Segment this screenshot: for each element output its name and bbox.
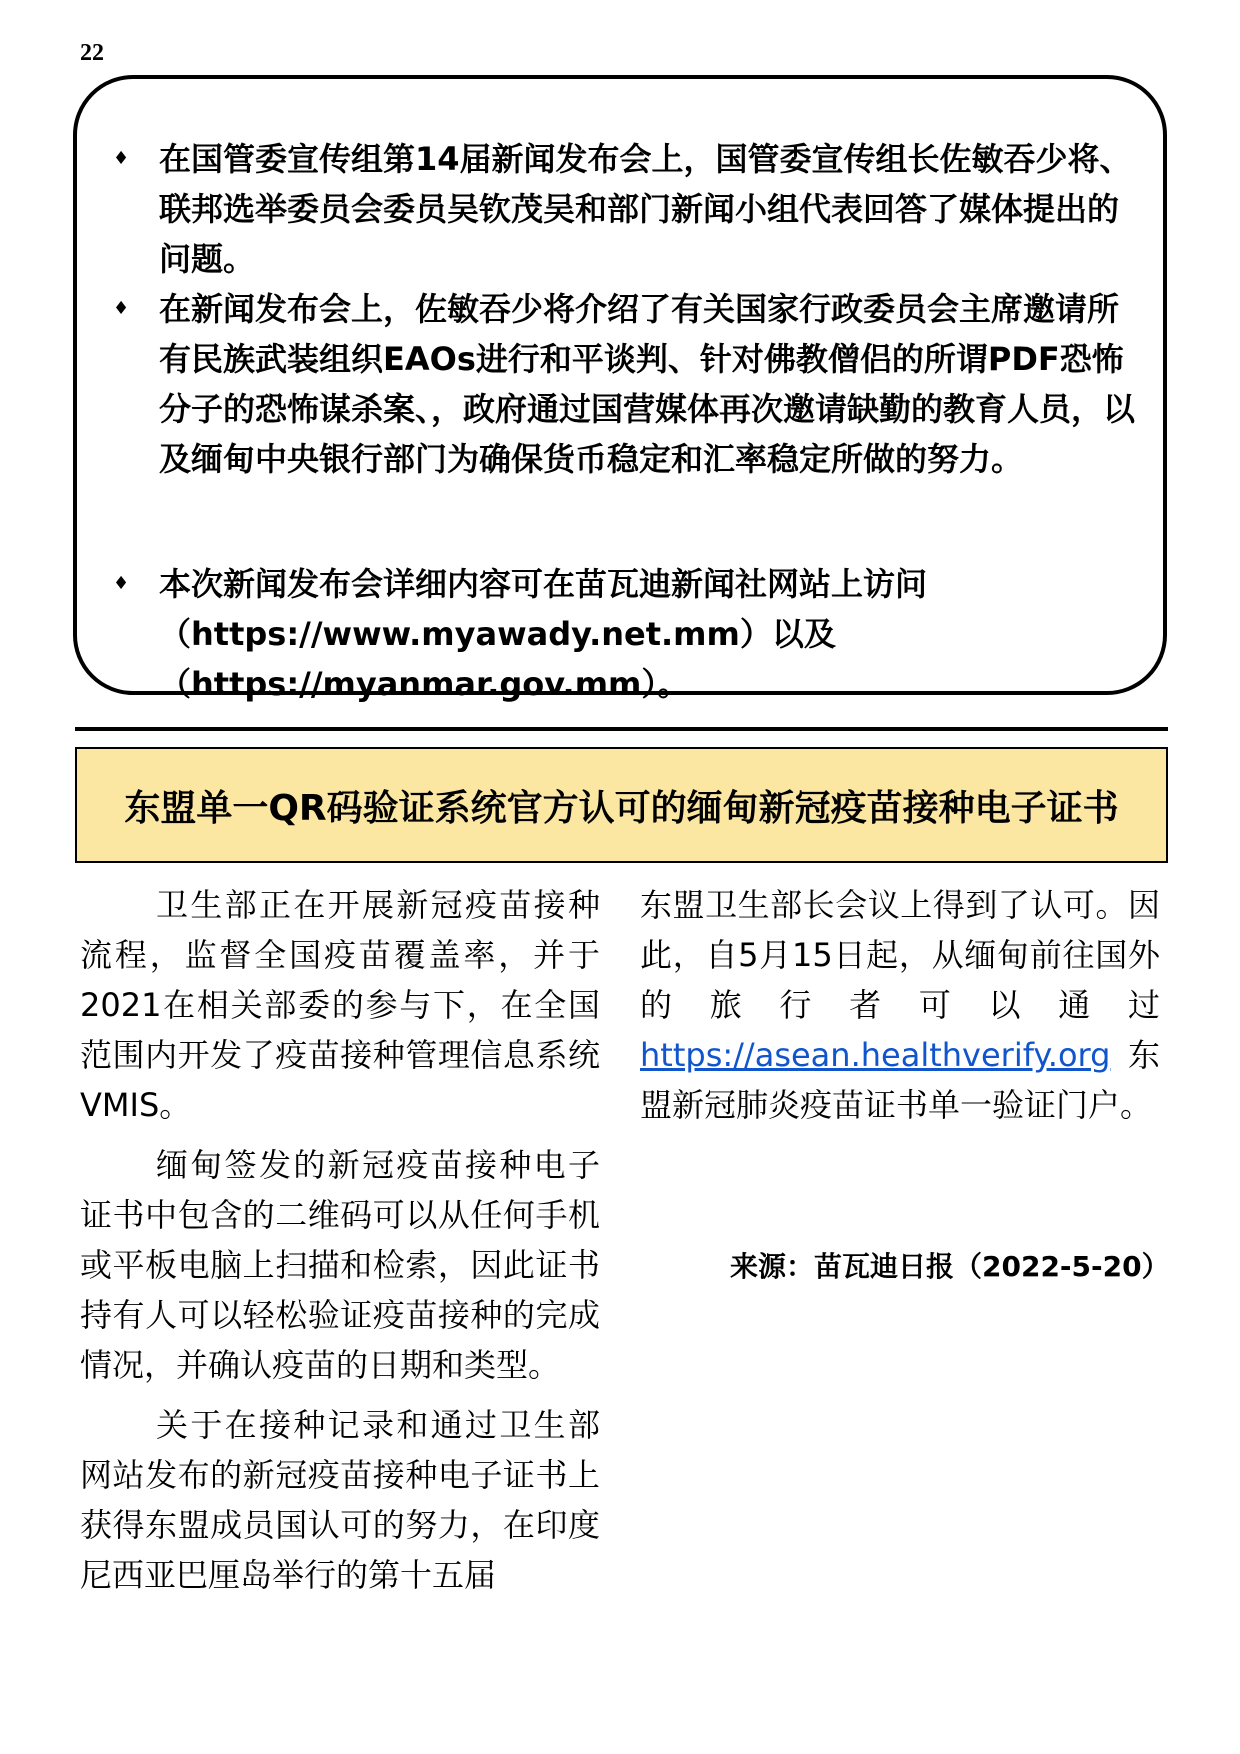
page-number: 22 — [80, 40, 104, 66]
article-headline: 东盟单一QR码验证系统官方认可的缅甸新冠疫苗接种电子证书 — [124, 787, 1119, 829]
article-right-column — [640, 880, 1160, 1140]
summary-bullet: ♦ 本次新闻发布会详细内容可在苗瓦迪新闻社网站上访问（https://www.myawady.net.mm）以及（https://myanmar.gov.mm）。 — [109, 559, 1144, 709]
article-source: 来源：苗瓦迪日报（2022-5-20） — [730, 1250, 1170, 1283]
article-paragraph: 卫生部正在开展新冠疫苗接种流程，监督全国疫苗覆盖率，并于2021在相关部委的参与下，在全国范围内开发了疫苗接种管理信息系统VMIS。 — [80, 886, 600, 1124]
paragraph-text: 东盟卫生部长会议上得到了认可。因此，自5月15日起，从缅甸前往国外的旅行者可以通过 — [640, 886, 1160, 1024]
headline-box — [75, 747, 1168, 863]
section-divider — [75, 727, 1168, 731]
article-left-column — [80, 880, 600, 1610]
summary-bullet: ♦ 在新闻发布会上，佐敏吞少将介绍了有关国家行政委员会主席邀请所有民族武装组织EAOs进行和平谈判、针对佛教僧侣的所谓PDF恐怖分子的恐怖谋杀案、，政府通过国营媒体再次邀请缺勤的教育人员，以及缅甸中央银行部门为确保货币稳定和汇率稳定所做的努力。 — [109, 284, 1144, 484]
article-paragraph — [640, 880, 1160, 1130]
summary-bullet: ♦ 在国管委宣传组第14届新闻发布会上，国管委宣传组长佐敏吞少将、联邦选举委员会委员吴钦茂吴和部门新闻小组代表回答了媒体提出的问题。 — [109, 134, 1144, 284]
article-paragraph: 关于在接种记录和通过卫生部网站发布的新冠疫苗接种电子证书上获得东盟成员国认可的努力，在印度尼西亚巴厘岛举行的第十五届 — [80, 1406, 600, 1594]
healthverify-link[interactable]: https://asean.healthverify.org — [640, 1036, 1111, 1074]
article-paragraph: 缅甸签发的新冠疫苗接种电子证书中包含的二维码可以从任何手机或平板电脑上扫描和检索，因此证书持有人可以轻松验证疫苗接种的完成情况，并确认疫苗的日期和类型。 — [80, 1146, 600, 1384]
summary-box — [73, 75, 1167, 703]
paragraph-text: 东盟新冠肺炎疫苗证书单一验证门户。 — [640, 1036, 1160, 1124]
